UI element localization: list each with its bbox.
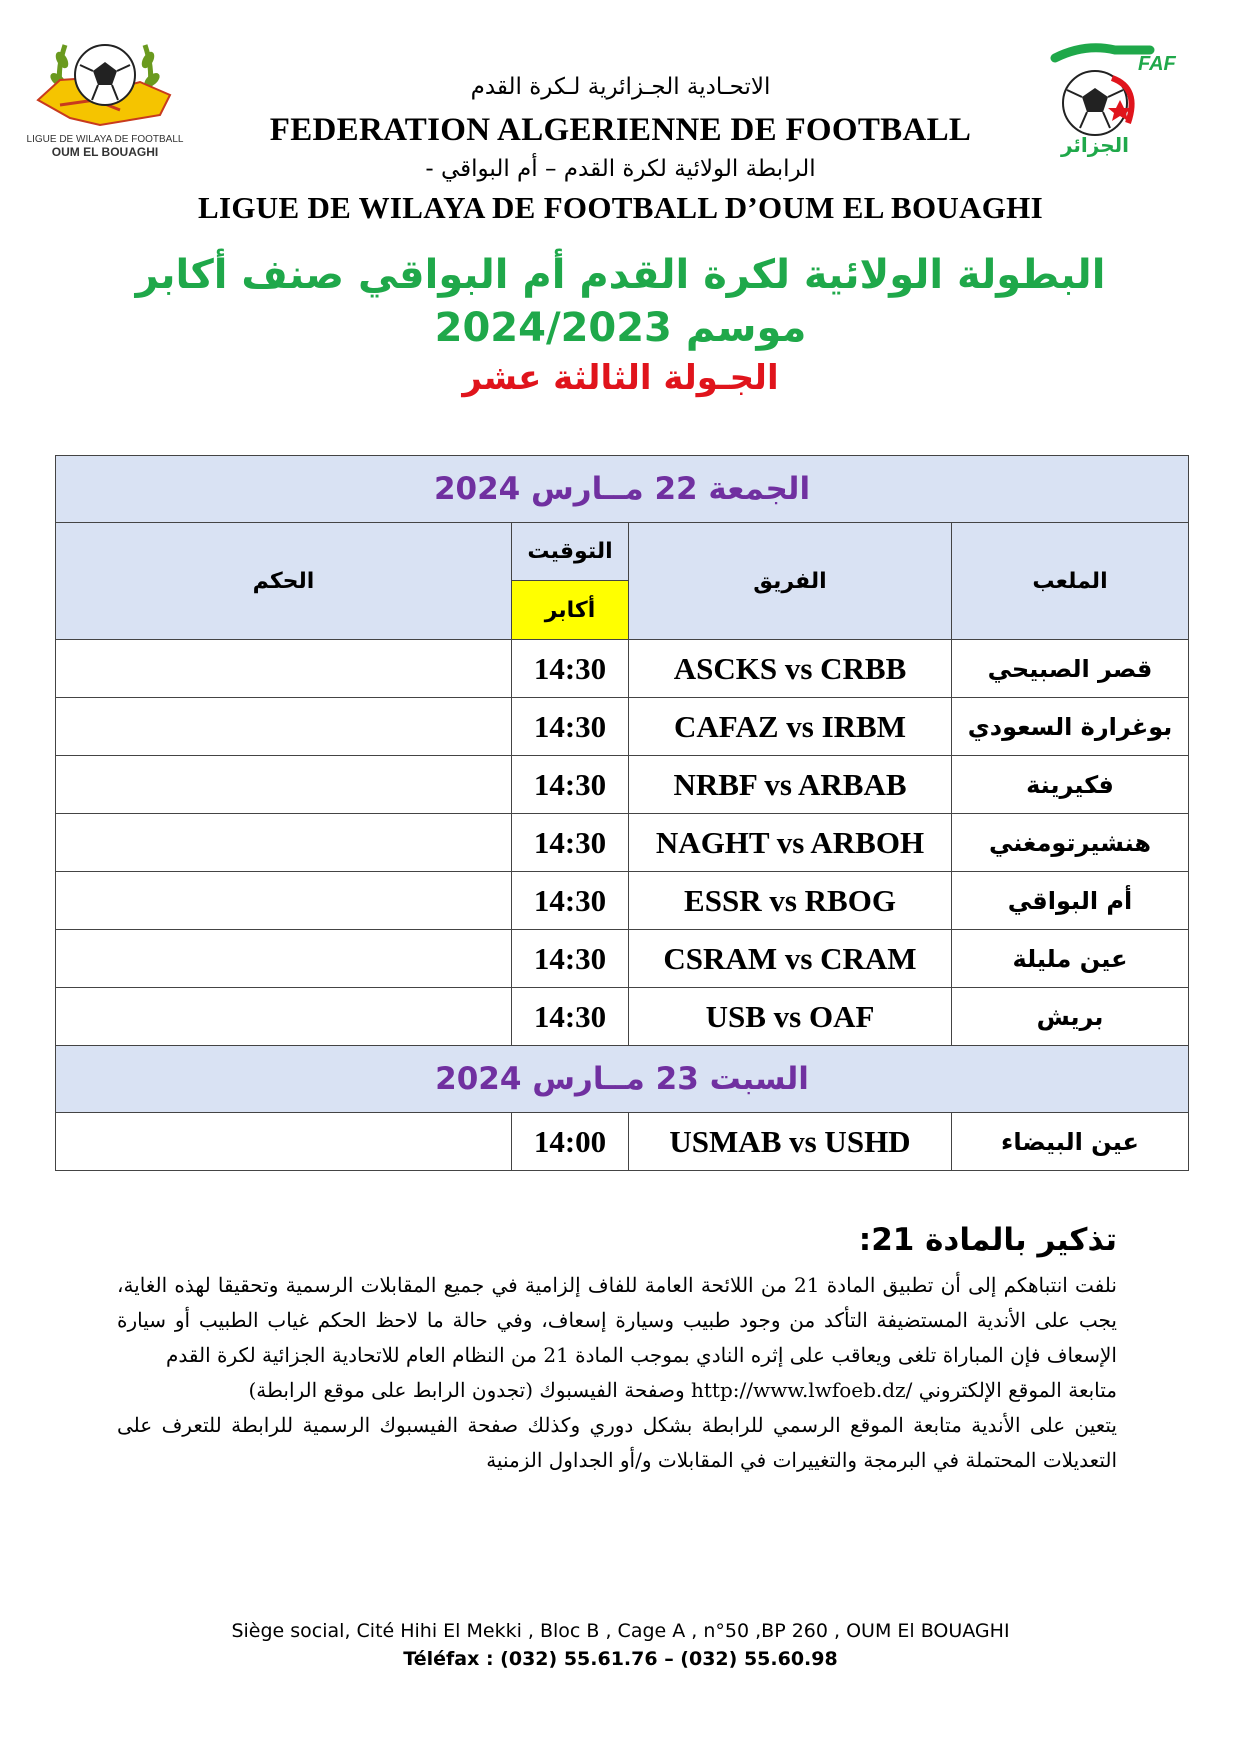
stadium-cell: بوغرارة السعودي	[952, 698, 1189, 756]
reminder-paragraph: يتعين على الأندية متابعة الموقع الرسمي للرابطة بشكل دوري وكذلك صفحة الفيسبوك الرسمية للرابطة للتعرف على التعديلات المحتملة في البرمجة والتغييرات في المقابلات و/أو الجداول الزمنية	[117, 1413, 1117, 1472]
stadium-cell: بريش	[952, 988, 1189, 1046]
referee-cell	[56, 756, 512, 814]
match-cell: ESSR vs RBOG	[629, 872, 952, 930]
stadium-cell: هنشيرتومغني	[952, 814, 1189, 872]
team-header: الفريق	[629, 523, 952, 640]
table-row	[56, 930, 1189, 988]
time-cell: 14:30	[512, 698, 629, 756]
table-row	[56, 988, 1189, 1046]
league-logo-text-line2: OUM EL BOUAGHI	[51, 145, 159, 159]
match-cell: NRBF vs ARBAB	[629, 756, 952, 814]
match-cell: CSRAM vs CRAM	[629, 930, 952, 988]
time-cell: 14:30	[512, 988, 629, 1046]
faf-logo-text: FAF	[1138, 53, 1176, 75]
league-arabic: الرابطة الولائية لكرة القدم – أم البواقي -	[425, 156, 816, 182]
referee-cell	[56, 872, 512, 930]
reminder-paragraph: متابعة الموقع الإلكتروني /http://www.lwfoeb.dz وصفحة الفيسبوك (تجدون الرابط على موقع الرابطة)	[248, 1378, 1117, 1402]
time-cell: 14:00	[512, 1113, 629, 1171]
referee-cell	[56, 988, 512, 1046]
table-row	[56, 814, 1189, 872]
match-cell: USMAB vs USHD	[629, 1113, 952, 1171]
time-cell: 14:30	[512, 872, 629, 930]
round-title: الجـولة الثالثة عشر	[462, 358, 779, 398]
table-row	[56, 1113, 1189, 1171]
referee-cell	[56, 930, 512, 988]
referee-header: الحكم	[56, 523, 512, 640]
federation-french: FEDERATION ALGERIENNE DE FOOTBALL	[269, 112, 972, 148]
table-row	[56, 872, 1189, 930]
faf-logo-arabic: الجزائر	[1060, 133, 1130, 157]
stadium-cell: قصر الصبيحي	[952, 640, 1189, 698]
time-header: التوقيت	[512, 523, 629, 581]
day-row-saturday	[56, 1046, 1189, 1113]
stadium-header: الملعب	[952, 523, 1189, 640]
referee-cell	[56, 1113, 512, 1171]
league-french: LIGUE DE WILAYA DE FOOTBALL D’OUM EL BOUAGHI	[198, 190, 1043, 225]
match-cell: NAGHT vs ARBOH	[629, 814, 952, 872]
league-logo-text-line1: LIGUE DE WILAYA DE FOOTBALL	[26, 134, 184, 145]
day-label: السبت 23 مــارس 2024	[56, 1046, 1189, 1113]
match-cell: ASCKS vs CRBB	[629, 640, 952, 698]
table-row	[56, 640, 1189, 698]
referee-cell	[56, 814, 512, 872]
reminder-title: تذكير بالمادة 21:	[858, 1222, 1117, 1258]
footer-address: Siège social, Cité Hihi El Mekki , Bloc B , Cage A , n°50 ,BP 260 , OUM El BOUAGHI	[231, 1620, 1010, 1642]
referee-cell	[56, 640, 512, 698]
table-row	[56, 756, 1189, 814]
day-row-friday	[56, 456, 1189, 523]
championship-title: البطولة الولائية لكرة القدم أم البواقي صنف أكابر	[135, 252, 1106, 298]
match-cell: USB vs OAF	[629, 988, 952, 1046]
referee-cell	[56, 698, 512, 756]
stadium-cell: عين مليلة	[952, 930, 1189, 988]
time-cell: 14:30	[512, 814, 629, 872]
time-cell: 14:30	[512, 930, 629, 988]
day-label: الجمعة 22 مــارس 2024	[56, 456, 1189, 523]
reminder-body	[117, 1268, 1117, 1478]
time-cell: 14:30	[512, 640, 629, 698]
federation-arabic: الاتحـادية الجـزائرية لـكرة القدم	[470, 74, 771, 100]
category-senior: أكابر	[512, 581, 629, 640]
footer-telefax: Téléfax : (032) 55.61.76 – (032) 55.60.98	[403, 1648, 838, 1670]
reminder-paragraph: نلفت انتباهكم إلى أن تطبيق المادة 21 من اللائحة العامة للفاف إلزامية في جميع المقابلات الرسمية وتحقيقا لهذه الغاية، يجب على الأندية المستضيفة التأكد من وجود طبيب وسيارة إسعاف، وفي حالة ما لاحظ الحكم غياب الطبيب أو سيارة الإسعاف فإن المباراة تلغى ويعاقب على إثره النادي بموجب المادة 21 من النظام العام للاتحادية الجزائية لكرة القدم	[117, 1273, 1117, 1367]
stadium-cell: فكيرينة	[952, 756, 1189, 814]
table-row	[56, 698, 1189, 756]
season-title: موسم 2024/2023	[434, 305, 807, 351]
stadium-cell: عين البيضاء	[952, 1113, 1189, 1171]
time-cell: 14:30	[512, 756, 629, 814]
schedule-table	[55, 455, 1189, 1171]
stadium-cell: أم البواقي	[952, 872, 1189, 930]
header-row	[56, 523, 1189, 581]
match-cell: CAFAZ vs IRBM	[629, 698, 952, 756]
